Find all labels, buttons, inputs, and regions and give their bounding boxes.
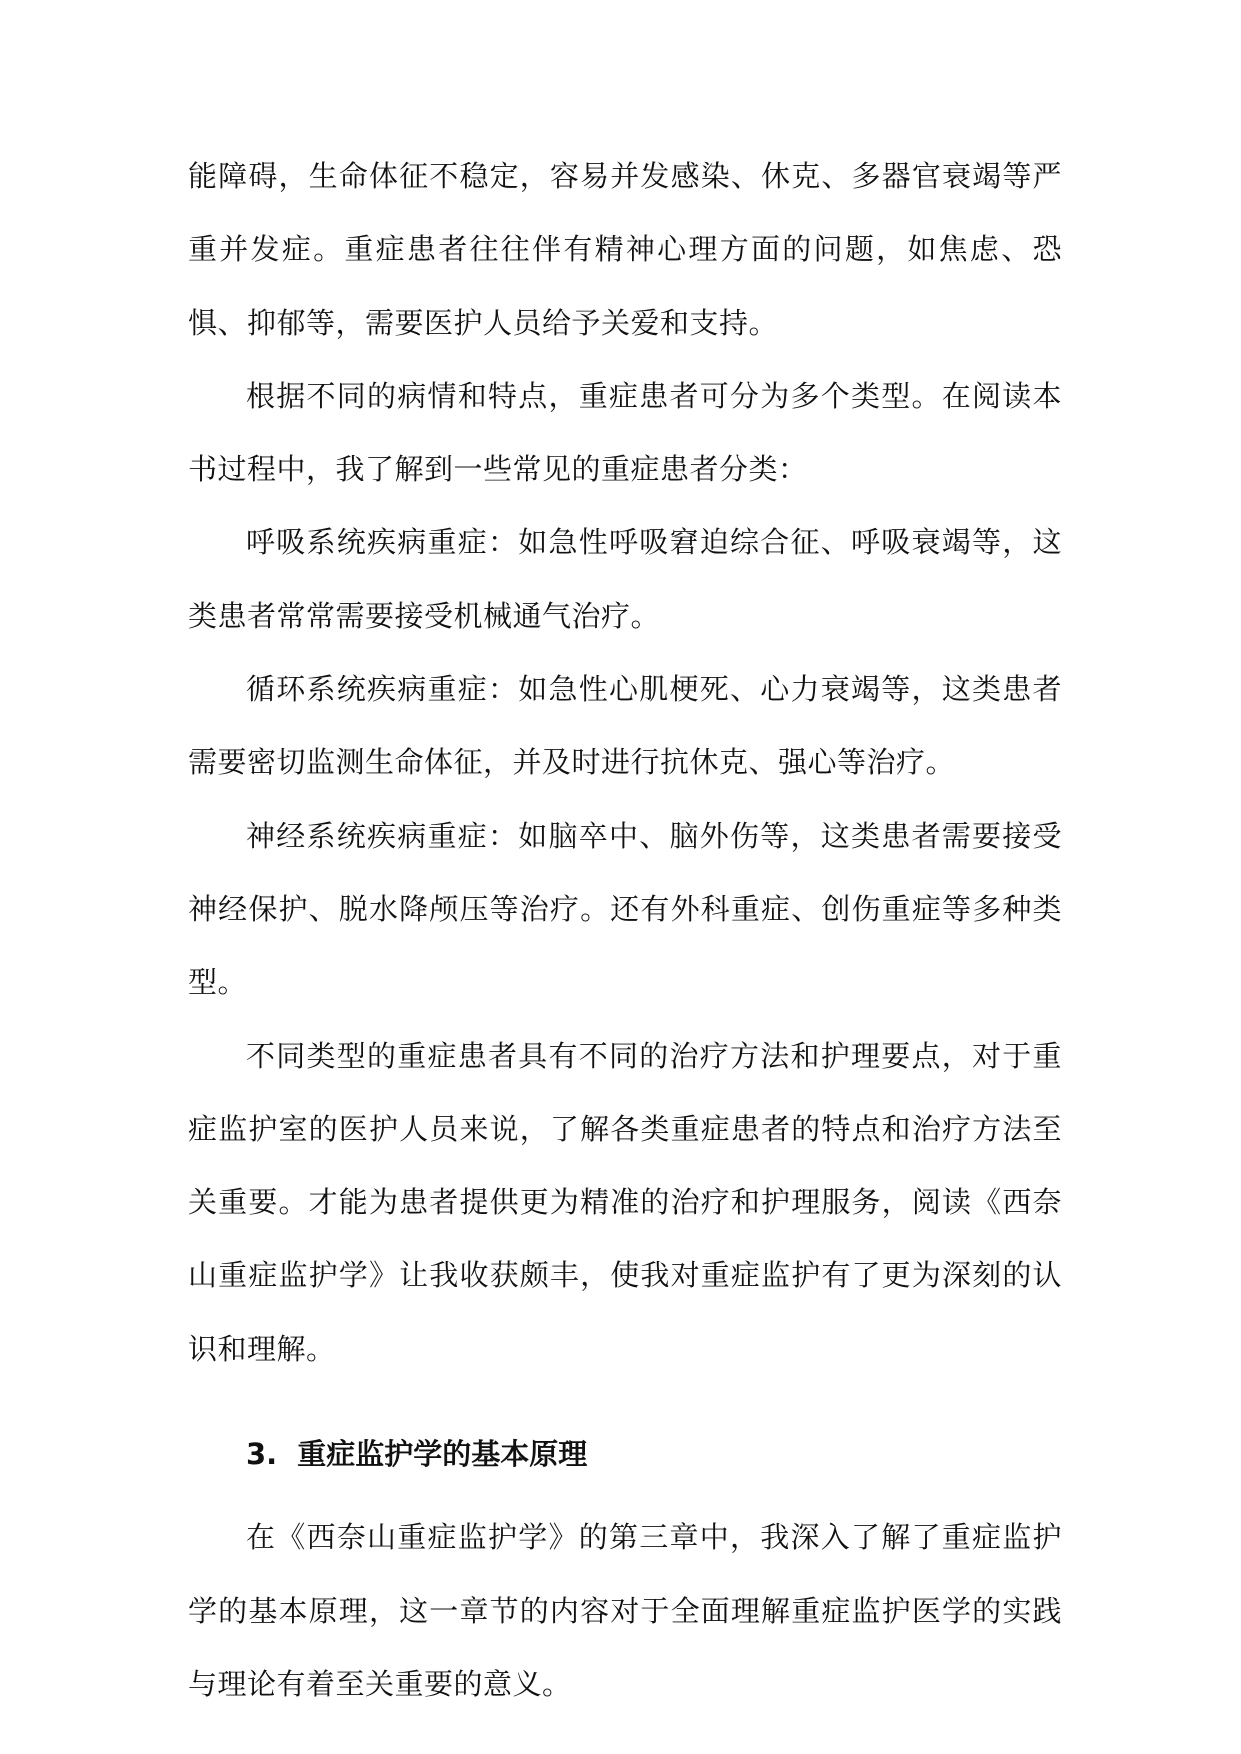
page-content xyxy=(188,140,1062,1721)
paragraph-summary: 不同类型的重症患者具有不同的治疗方法和护理要点，对于重症监护室的医护人员来说，了解各类重症患者的特点和治疗方法至关重要。才能为患者提供更为精准的治疗和护理服务，阅读《西奈山重症监护学》让我收获颇丰，使我对重症监护有了更为深刻的认识和理解。 xyxy=(188,1038,1062,1366)
paragraph-circulatory: 循环系统疾病重症：如急性心肌梗死、心力衰竭等，这类患者需要密切监测生命体征，并及时进行抗休克、强心等治疗。 xyxy=(188,672,1062,780)
paragraph-continued: 能障碍，生命体征不稳定，容易并发感染、休克、多器官衰竭等严重并发症。重症患者往往伴有精神心理方面的问题，如焦虑、恐惧、抑郁等，需要医护人员给予关爱和支持。 xyxy=(188,159,1062,340)
paragraph-chapter-three-intro: 在《西奈山重症监护学》的第三章中，我深入了解了重症监护学的基本原理，这一章节的内容对于全面理解重症监护医学的实践与理论有着至关重要的意义。 xyxy=(188,1520,1062,1701)
paragraph-classification-intro: 根据不同的病情和特点，重症患者可分为多个类型。在阅读本书过程中，我了解到一些常见的重症患者分类： xyxy=(188,378,1062,487)
section-number: 3. xyxy=(246,1437,278,1472)
section-heading xyxy=(188,1418,1062,1491)
section-title: 重症监护学的基本原理 xyxy=(297,1437,588,1472)
paragraph-nervous: 神经系统疾病重症：如脑卒中、脑外伤等，这类患者需要接受神经保护、脱水降颅压等治疗。还有外科重症、创伤重症等多种类型。 xyxy=(188,818,1062,1000)
paragraph-respiratory: 呼吸系统疾病重症：如急性呼吸窘迫综合征、呼吸衰竭等，这类患者常常需要接受机械通气治疗。 xyxy=(188,525,1062,633)
